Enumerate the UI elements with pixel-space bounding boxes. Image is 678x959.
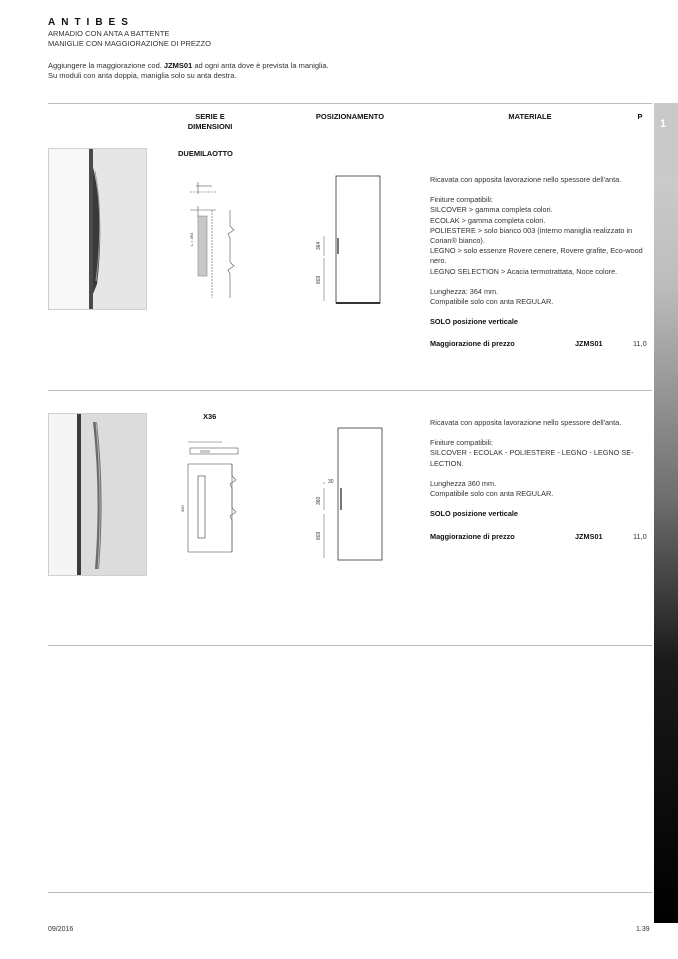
- divider-top: [48, 103, 652, 104]
- divider-middle: [48, 390, 652, 391]
- footer-date: 09/2016: [48, 926, 74, 933]
- header-subtitle-1: ARMADIO CON ANTA A BATTENTE: [48, 29, 170, 38]
- column-header-materiale: MATERIALE: [508, 112, 552, 121]
- price-label-2: Maggiorazione di prezzo: [430, 532, 515, 541]
- brand-title: ANTIBES: [48, 17, 134, 28]
- section-drawing-2: [180, 436, 248, 554]
- column-header-p: P: [637, 112, 643, 121]
- price-value-2: 11,0: [633, 532, 647, 541]
- series-name-1: DUEMILAOTTO: [178, 149, 233, 158]
- price-code-2: JZMS01: [575, 532, 603, 541]
- header-subtitle-2: MANIGLIE CON MAGGIORAZIONE DI PREZZO: [48, 39, 211, 48]
- svg-text:803: 803: [316, 275, 322, 284]
- material-description-1: Ricavata con apposita lavorazione nello spessore dell'anta. Finiture compatibili: SILCOVER > gamma completa colori. ECOLAK > gamma completa colori. POLIESTERE > solo bianco 003 (interno maniglia realizzato in Corian® bianco). LEGNO > solo essenze Rovere cenere, Rovere grafite, Eco-wood nero. LEGNO SELECTION > Acacia termotrattata, Noce colore. Lunghezza: 364 mm. Compatibile solo con anta REGULAR. SOLO posizione verticale: [430, 175, 643, 327]
- material-description-2: Ricavata con apposita lavorazione nello spessore dell'anta. Finiture compatibili: SILCOVER - ECOLAK - POLIESTERE - LEGNO - LEGNO SE-LECTION. Lunghezza 360 mm. Compatibile solo con anta REGULAR. SOLO posizione verticale: [430, 418, 634, 519]
- product-photo-x36: [48, 413, 147, 576]
- column-header-serie: SERIE E DIMENSIONI: [187, 112, 233, 131]
- svg-text:360: 360: [180, 505, 185, 512]
- price-value-1: 11,0: [633, 339, 647, 348]
- intro-note-2: Su moduli con anta doppia, maniglia solo su anta destra.: [48, 71, 237, 80]
- divider-lower: [48, 645, 652, 646]
- series-name-2: X36: [203, 412, 217, 421]
- svg-text:30: 30: [328, 479, 334, 485]
- product-photo-duemilaotto: [48, 148, 147, 310]
- divider-footer: [48, 892, 652, 893]
- side-gradient-bar: [654, 103, 678, 923]
- svg-text:360: 360: [316, 496, 322, 505]
- position-drawing-1: [310, 176, 385, 306]
- section-tab-number: 1: [660, 118, 667, 130]
- footer-page-number: 1.39: [636, 926, 650, 933]
- svg-text:364: 364: [316, 241, 322, 250]
- section-tab: [654, 103, 678, 175]
- column-header-posizionamento: POSIZIONAMENTO: [315, 112, 385, 121]
- position-drawing-2: [310, 428, 385, 562]
- section-drawing-1: [186, 178, 248, 298]
- price-label-1: Maggiorazione di prezzo: [430, 339, 515, 348]
- price-code-1: JZMS01: [575, 339, 603, 348]
- svg-text:L = 364: L = 364: [189, 232, 194, 246]
- intro-note-1: Aggiungere la maggiorazione cod. JZMS01 ad ogni anta dove è prevista la maniglia.: [48, 61, 329, 70]
- svg-text:803: 803: [316, 531, 322, 540]
